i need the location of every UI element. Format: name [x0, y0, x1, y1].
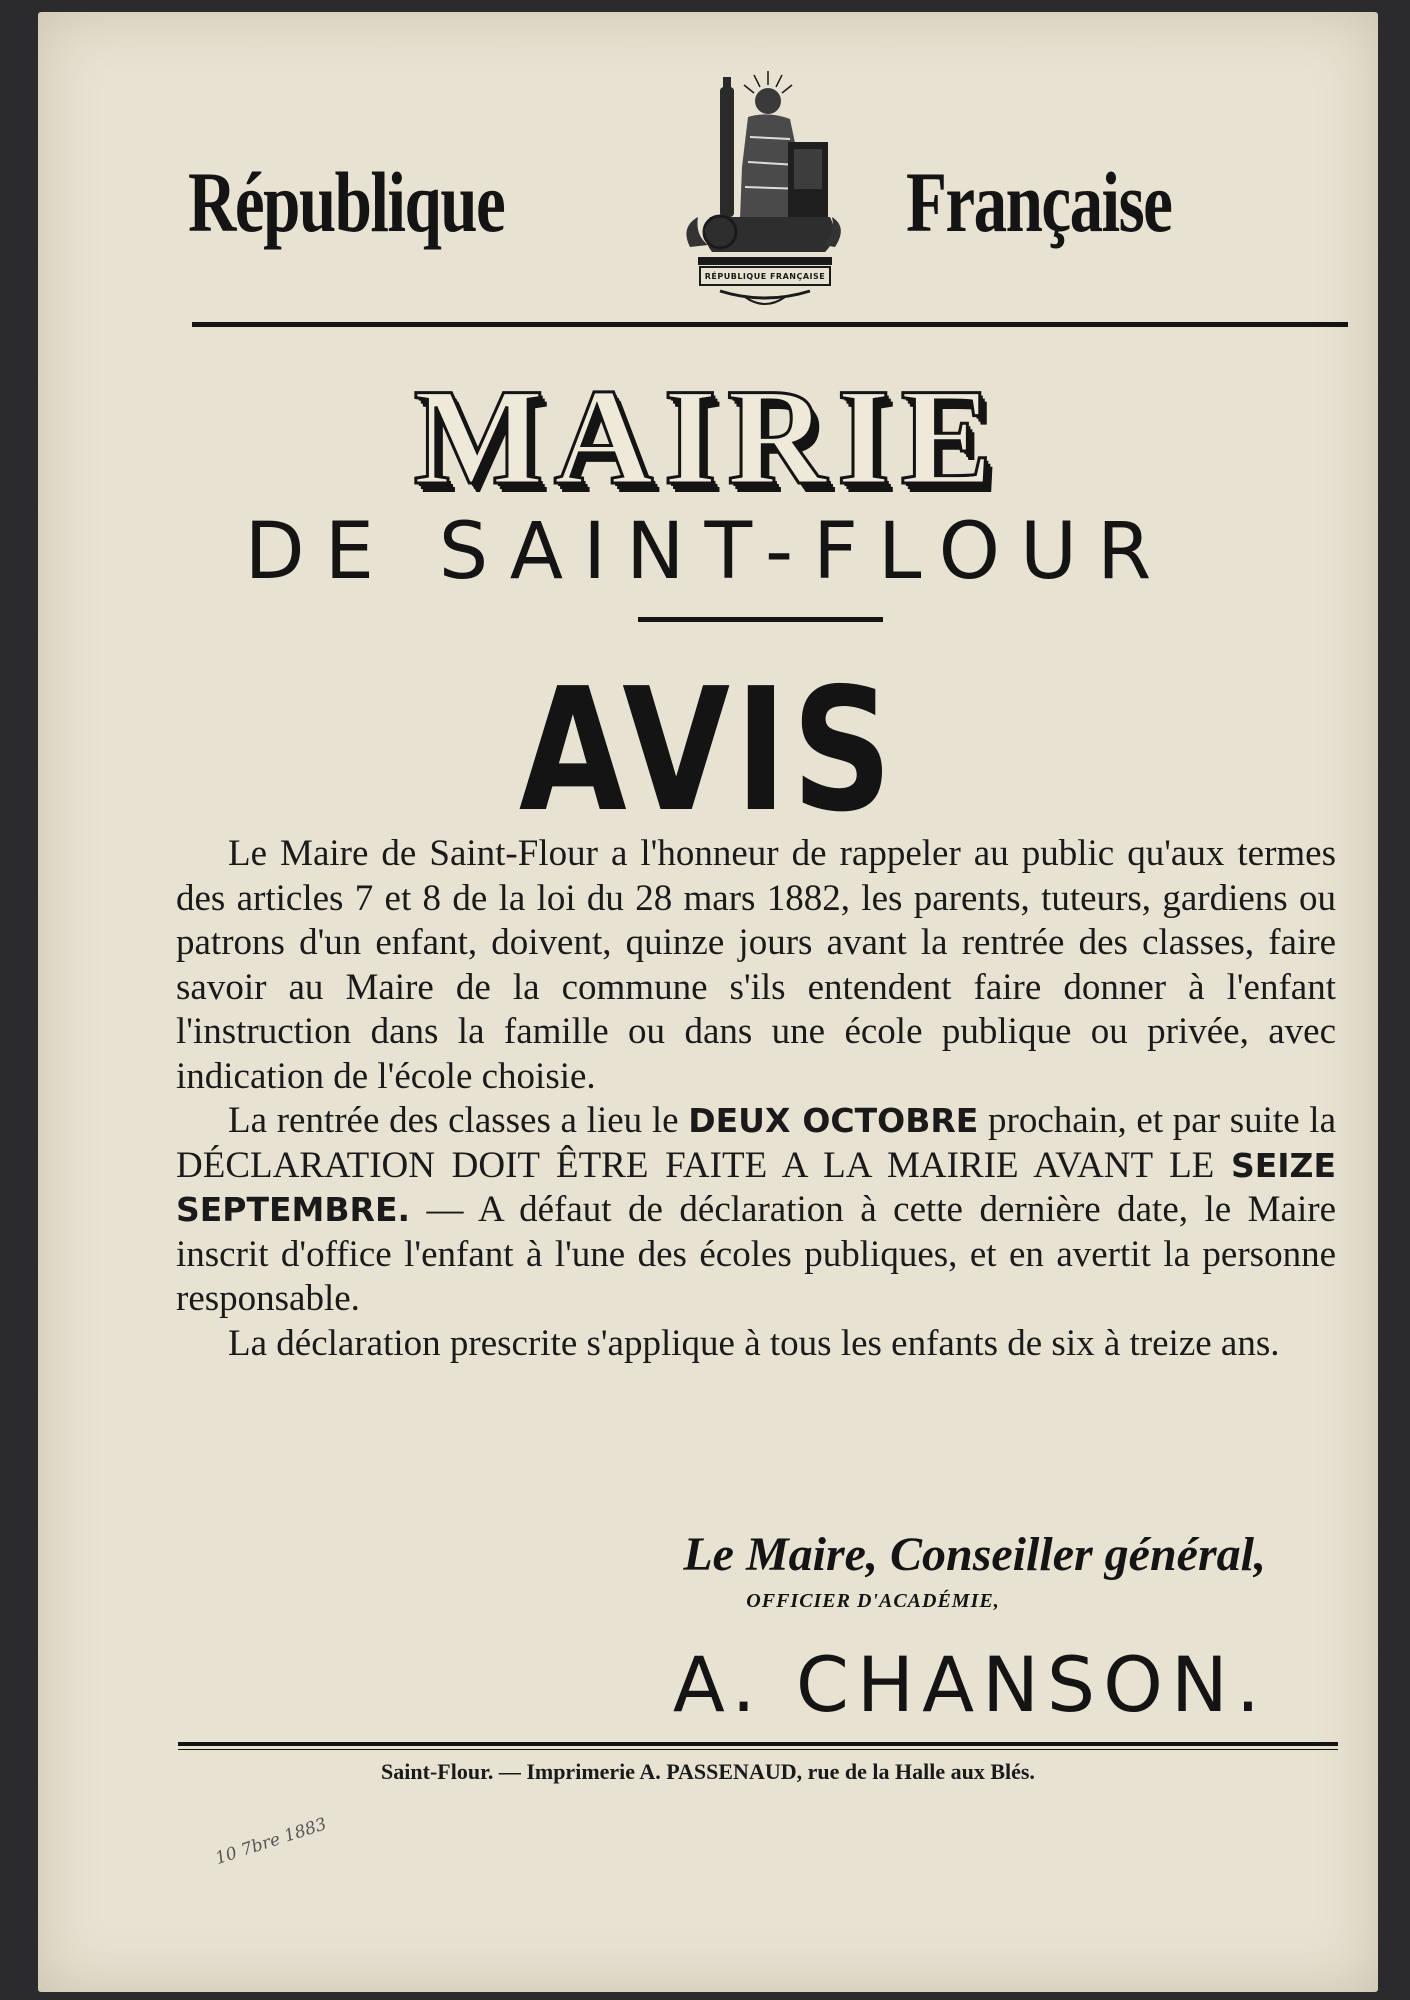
date-seize-septembre: SEIZE SEPTEMBRE.	[176, 1145, 1336, 1229]
notice-body	[176, 832, 1336, 1366]
bottom-divider-thin	[178, 1749, 1338, 1750]
bottom-divider	[178, 1742, 1338, 1746]
date-deux-octobre: DEUX OCTOBRE	[688, 1101, 979, 1140]
emblem-label: RÉPUBLIQUE FRANÇAISE	[704, 272, 826, 281]
signature-name: A. CHANSON.	[672, 1640, 1268, 1729]
paragraph-3: La déclaration prescrite s'applique à tous les enfants de six à treize ans.	[228, 1322, 1280, 1364]
header-left-word: République	[188, 154, 505, 250]
paragraph-2-part-c: — A défaut de déclaration à cette dernière date, le Maire inscrit d'office l'enfant à l'une des écoles publiques, et en avertit la personne responsable.	[176, 1189, 1337, 1319]
marianne-emblem-icon	[650, 67, 880, 317]
paragraph-1: Le Maire de Saint-Flour a l'honneur de rappeler au public qu'aux termes des articles 7 et 8 de la loi du 28 mars 1882, les parents, tuteurs, gardiens ou patrons d'un enfant, doivent, quinze jours avant la rentrée des classes, faire savoir au Maire de la commune s'ils entendent faire donner à l'enfant l'instruction dans la famille ou dans une école publique ou privée, avec indication de l'école choisie.	[176, 833, 1336, 1097]
mairie-title: MAIRIE	[413, 360, 1003, 513]
signature-title: Le Maire, Conseiller général,	[683, 1528, 1266, 1581]
top-divider	[192, 322, 1348, 327]
avis-heading: AVIS	[518, 652, 898, 850]
paragraph-2-part-b: prochain, et par suite la DÉCLARATION DOIT ÊTRE FAITE A LA MAIRIE AVANT LE	[176, 1100, 1337, 1186]
printer-imprint: Saint-Flour. — Imprimerie A. PASSENAUD, rue de la Halle aux Blés.	[381, 1759, 1035, 1784]
header-right-word: Française	[906, 154, 1172, 250]
short-divider	[638, 617, 883, 622]
paragraph-2	[176, 1099, 1336, 1322]
town-title: DE SAINT-FLOUR	[244, 507, 1172, 597]
paragraph-2-part-a: La rentrée des classes a lieu le	[228, 1100, 679, 1141]
poster-sheet	[38, 12, 1378, 1992]
signature-subtitle: OFFICIER D'ACADÉMIE,	[746, 1590, 1000, 1612]
handwritten-note: 10 7bre 1883	[213, 1814, 330, 1870]
